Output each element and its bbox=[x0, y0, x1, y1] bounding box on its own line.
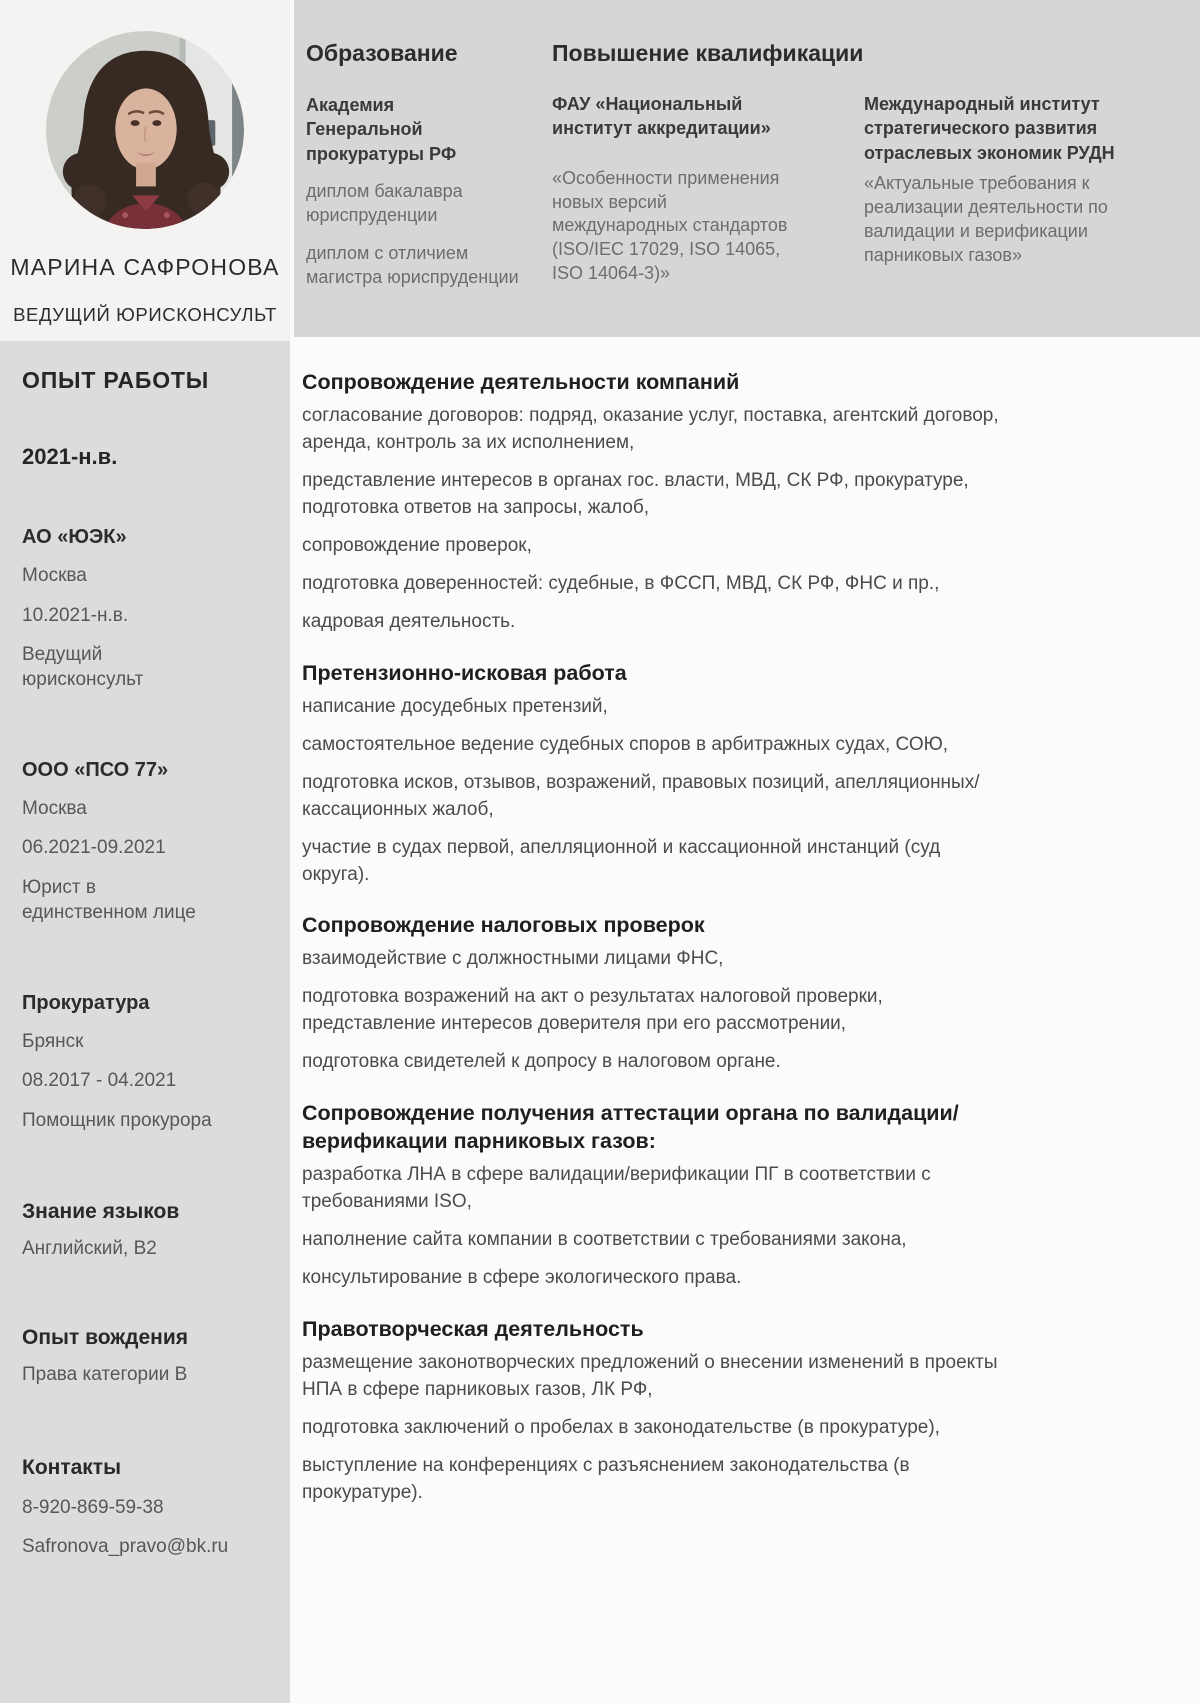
sidebar bbox=[0, 341, 290, 1703]
duty-item: согласование договоров: подряд, оказание услуг, поставка, агентский договор, аренда, контроль за их исполнением, bbox=[302, 404, 999, 453]
job-entry bbox=[22, 759, 272, 926]
duty-item: подготовка возражений на акт о результатах налоговой проверки, представление интересов доверителя при его рассмотрении, bbox=[302, 986, 883, 1035]
qualification-heading: Повышение квалификации bbox=[552, 40, 864, 66]
duty-item: подготовка доверенностей: судебные, в ФССП, МВД, СК РФ, ФНС и пр., bbox=[302, 572, 940, 594]
job-city: Москва bbox=[22, 565, 87, 586]
languages-value: Английский, B2 bbox=[22, 1237, 157, 1259]
duty-section-attestation bbox=[302, 1100, 1200, 1292]
qualification-institution: ФАУ «Национальный институт аккредитации» bbox=[552, 94, 771, 139]
job-company: АО «ЮЭК» bbox=[22, 526, 127, 548]
job-period: 06.2021-09.2021 bbox=[22, 837, 166, 859]
education-institution: Академия Генеральной прокуратуры РФ bbox=[306, 95, 457, 164]
contacts-group bbox=[22, 1456, 272, 1558]
qualification-course: «Актуальные требования к реализации деятельности по валидации и верификации парниковых газов» bbox=[864, 172, 1108, 265]
duty-item: разработка ЛНА в сфере валидации/верификации ПГ в соответствии с требованиями ISO, bbox=[302, 1164, 931, 1213]
duty-item: кадровая деятельность. bbox=[302, 610, 516, 632]
job-city: Брянск bbox=[22, 1030, 84, 1052]
job-entry bbox=[22, 992, 272, 1134]
duty-section-tax-audits bbox=[302, 912, 1200, 1076]
total-period: 2021-н.в. bbox=[22, 444, 118, 469]
job-position: Ведущий юрисконсульт bbox=[22, 644, 144, 691]
portrait-photo bbox=[46, 31, 244, 229]
job-position: Помощник прокурора bbox=[22, 1109, 212, 1131]
profile-panel bbox=[0, 0, 290, 341]
duty-item: самостоятельное ведение судебных споров в арбитражных судах, СОЮ, bbox=[302, 733, 949, 755]
job-period: 10.2021-н.в. bbox=[22, 604, 129, 626]
duty-item: консультирование в сфере экологического права. bbox=[302, 1267, 742, 1289]
education-item: диплом бакалавра юриспруденции bbox=[306, 180, 463, 225]
duty-section-heading: Сопровождение деятельности компаний bbox=[302, 370, 740, 394]
qualification-entry bbox=[552, 92, 790, 286]
duty-section-heading: Претензионно-исковая работа bbox=[302, 660, 627, 685]
duty-item: подготовка исков, отзывов, возражений, правовых позиций, апелляционных/кассационных жалоб, bbox=[302, 771, 980, 820]
avatar bbox=[46, 31, 244, 229]
driving-group bbox=[22, 1326, 272, 1386]
experience-heading: ОПЫТ РАБОТЫ bbox=[22, 367, 210, 393]
job-company: ООО «ПСО 77» bbox=[22, 758, 169, 781]
duty-item: написание досудебных претензий, bbox=[302, 695, 608, 717]
job-position: Юрист в единственном лице bbox=[22, 877, 196, 923]
profile-title: ВЕДУЩИЙ ЮРИСКОНСУЛЬТ bbox=[13, 304, 277, 325]
qualification-course: «Особенности применения новых версий международных стандартов (ISO/IEC 17029, ISO 14065, ISO 14064-3)» bbox=[552, 167, 788, 284]
duty-section-heading: Правотворческая деятельность bbox=[302, 1317, 644, 1342]
driving-value: Права категории B bbox=[22, 1363, 188, 1385]
duty-item: подготовка свидетелей к допросу в налоговом органе. bbox=[302, 1051, 781, 1073]
duty-section-heading: Сопровождение налоговых проверок bbox=[302, 913, 705, 938]
education-column bbox=[306, 40, 524, 290]
profile-name: МАРИНА САФРОНОВА bbox=[10, 254, 280, 280]
languages-group bbox=[22, 1200, 272, 1260]
job-city: Москва bbox=[22, 797, 87, 819]
duties-column bbox=[290, 337, 1200, 1703]
duty-item: выступление на конференциях с разъяснением законодательства (в прокуратуре). bbox=[302, 1454, 910, 1503]
duty-item: наполнение сайта компании в соответствии с требованиями закона, bbox=[302, 1229, 907, 1251]
duty-section-company-support bbox=[302, 369, 1200, 636]
duty-item: участие в судах первой, апелляционной и кассационной инстанций (суд округа). bbox=[302, 836, 941, 885]
driving-heading: Опыт вождения bbox=[22, 1325, 189, 1349]
contacts-heading: Контакты bbox=[22, 1455, 122, 1479]
contact-phone: 8-920-869-59-38 bbox=[22, 1496, 164, 1518]
duty-item: подготовка заключений о пробелах в законодательстве (в прокуратуре), bbox=[302, 1416, 940, 1438]
duty-item: взаимодействие с должностными лицами ФНС, bbox=[302, 948, 724, 970]
job-entry bbox=[22, 526, 272, 693]
duty-item: сопровождение проверок, bbox=[302, 534, 532, 556]
education-item: диплом с отличием магистра юриспруденции bbox=[306, 242, 519, 287]
duty-section-claims bbox=[302, 660, 1200, 889]
education-heading: Образование bbox=[306, 40, 458, 66]
duty-item: представление интересов в органах гос. власти, МВД, СК РФ, прокуратуре, подготовка ответов на запросы, жалоб, bbox=[302, 469, 969, 518]
job-company: Прокуратура bbox=[22, 991, 150, 1014]
languages-heading: Знание языков bbox=[22, 1199, 180, 1223]
qualification-entry bbox=[864, 92, 1116, 268]
qualification-institution: Международный институт стратегического развития отраслевых экономик РУДН bbox=[864, 94, 1115, 163]
contact-email: Safronova_pravo@bk.ru bbox=[22, 1535, 229, 1557]
duty-section-heading: Сопровождение получения аттестации органа по валидации/верификации парниковых газов: bbox=[302, 1101, 959, 1154]
duty-section-lawmaking bbox=[302, 1316, 1200, 1507]
job-period: 08.2017 - 04.2021 bbox=[22, 1070, 177, 1092]
education-qualification-band bbox=[290, 0, 1200, 337]
duty-item: размещение законотворческих предложений о внесении изменений в проекты НПА в сфере парниковых газов, ЛК РФ, bbox=[302, 1351, 998, 1400]
